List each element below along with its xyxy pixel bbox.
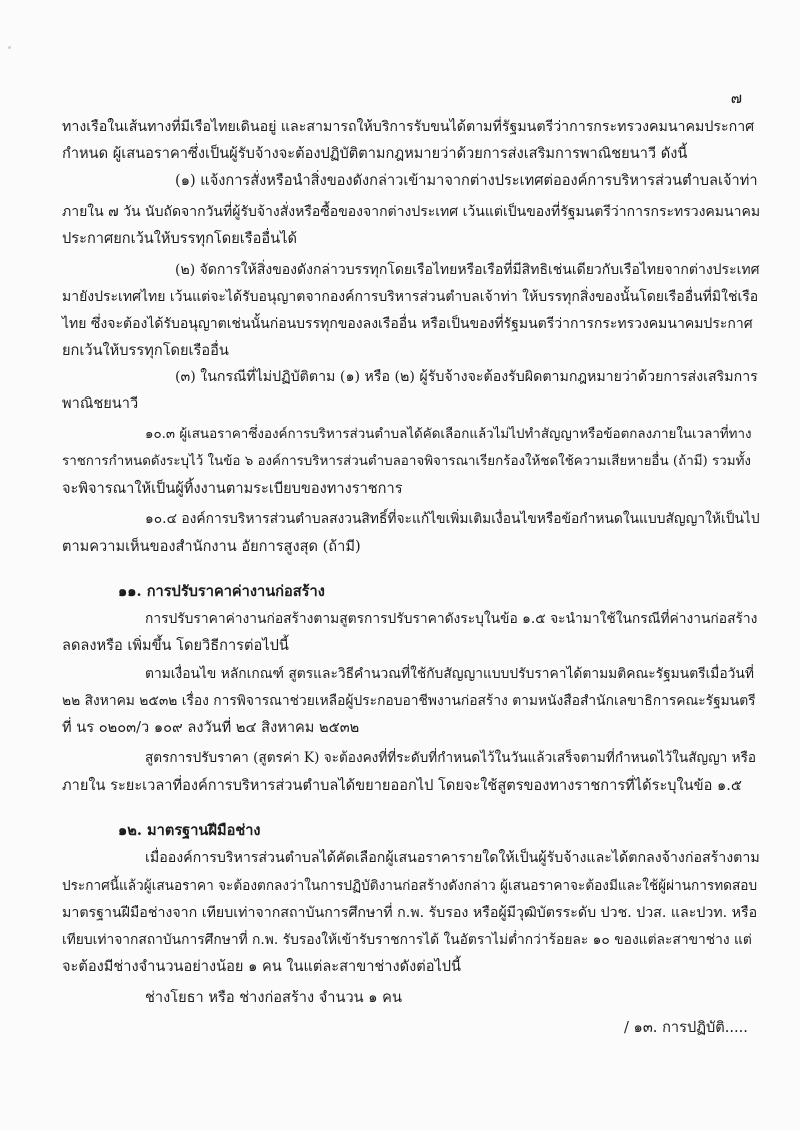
text-line: มาตรฐานฝีมือช่างจาก เทียบเท่าจากสถาบันการศึกษาที่ ก.พ. รับรอง หรือผู้มีวุฒิบัตรระดับ ปวช. ปวส. และปวท. หรือ xyxy=(62,905,758,921)
text-line: (๑) แจ้งการสั่งหรือนำสิ่งของดังกล่าวเข้ามาจากต่างประเทศต่อองค์การบริหารส่วนตำบลเจ้าท่า xyxy=(175,172,758,189)
text-line: ประกาศยกเว้นให้บรรทุกโดยเรืออื่นได้ xyxy=(62,230,297,247)
text-line: (๒) จัดการให้สิ่งของดังกล่าวบรรทุกโดยเรือไทยหรือเรือที่มีสิทธิเช่นเดียวกับเรือไทยจากต่างประเทศ xyxy=(175,262,760,278)
text-line: ตามความเห็นของสำนักงาน อัยการสูงสุด (ถ้ามี) xyxy=(62,538,361,555)
text-line: ทางเรือในเส้นทางที่มีเรือไทยเดินอยู่ และสามารถให้บริการรับขนได้ตามที่รัฐมนตรีว่าการกระทรวงคมนาคมประกาศ xyxy=(62,119,755,135)
text-line: จะพิจารณาให้เป็นผู้ทิ้งงานตามระเบียบของทางราชการ xyxy=(62,480,403,497)
text-line: ยกเว้นให้บรรทุกโดยเรืออื่น xyxy=(62,342,229,359)
text-line: กำหนด ผู้เสนอราคาซึ่งเป็นผู้รับจ้างจะต้องปฏิบัติตามกฎหมายว่าด้วยการส่งเสริมการพาณิชยนาวี ดังนี้ xyxy=(62,145,688,162)
scan-speck xyxy=(8,46,11,49)
footer-continuation: / ๑๓. การปฏิบัติ..... xyxy=(624,1019,748,1036)
text-line: ราชการกำหนดดังระบุไว้ ในข้อ ๖ องค์การบริหารส่วนตำบลอาจพิจารณาเรียกร้องให้ชดใช้ความเสียหายอื่น (ถ้ามี) รวมทั้ง xyxy=(62,454,751,469)
text-line: ภายใน ๗ วัน นับถัดจากวันที่ผู้รับจ้างสั่งหรือซื้อของจากต่างประเทศ เว้นแต่เป็นของที่รัฐมนตรีว่าการกระทรวงคมนาคม xyxy=(62,204,761,220)
text-line: สูตรการปรับราคา (สูตรค่า K) จะต้องคงที่ที่ระดับที่กำหนดไว้ในวันแล้วเสร็จตามที่กำหนดไว้ในสัญญา หรือ xyxy=(145,750,757,766)
text-line: (๓) ในกรณีที่ไม่ปฏิบัติตาม (๑) หรือ (๒) ผู้รับจ้างจะต้องรับผิดตามกฎหมายว่าด้วยการส่งเสริมการ xyxy=(175,369,758,385)
text-line: พาณิชยนาวี xyxy=(62,395,139,412)
text-line: ภายใน ระยะเวลาที่องค์การบริหารส่วนตำบลได้ขยายออกไป โดยจะใช้สูตรของทางราชการที่ได้ระบุในข้อ ๑.๕ xyxy=(62,777,742,794)
text-line: ๑๐.๓ ผู้เสนอราคาซึ่งองค์การบริหารส่วนตำบลได้คัดเลือกแล้วไม่ไปทำสัญญาหรือข้อตกลงภายในเวลาที่ทาง xyxy=(145,427,752,442)
section-heading: ๑๒. มาตรฐานฝีมือช่าง xyxy=(118,822,261,839)
text-line: ลดลงหรือ เพิ่มขึ้น โดยวิธีการต่อไปนี้ xyxy=(62,637,289,654)
text-line: ๒๒ สิงหาคม ๒๕๓๒ เรื่อง การพิจารณาช่วยเหลือผู้ประกอบอาชีพงานก่อสร้าง ตามหนังสือสำนักเลขาธิการคณะรัฐมนตรี xyxy=(62,693,756,709)
text-line: การปรับราคาค่างานก่อสร้างตามสูตรการปรับราคาดังระบุในข้อ ๑.๕ จะนำมาใช้ในกรณีที่ค่างานก่อสร้าง xyxy=(145,611,758,627)
text-line: เทียบเท่าจากสถาบันการศึกษาที่ ก.พ. รับรองให้เข้ารับราชการได้ ในอัตราไม่ต่ำกว่าร้อยละ ๑๐ ของแต่ละสาขาช่าง แต่ xyxy=(62,932,752,948)
text-line: มายังประเทศไทย เว้นแต่จะได้รับอนุญาตจากองค์การบริหารส่วนตำบลเจ้าท่า ให้บรรทุกสิ่งของนั้นโดยเรืออื่นที่มิใช่เรือ xyxy=(62,289,759,305)
text-line: ช่างโยธา หรือ ช่างก่อสร้าง จำนวน ๑ คน xyxy=(145,989,402,1006)
section-heading: ๑๑. การปรับราคาค่างานก่อสร้าง xyxy=(118,583,325,600)
text-line: ที่ นร ๐๒๐๓/ว ๑๐๙ ลงวันที่ ๒๔ สิงหาคม ๒๕๓๒ xyxy=(62,719,360,736)
text-line: ไทย ซึ่งจะต้องได้รับอนุญาตเช่นนั้นก่อนบรรทุกของลงเรืออื่น หรือเป็นของที่รัฐมนตรีว่าการกระทรวงคมนาคมประกาศ xyxy=(62,316,753,332)
text-line: เมื่อองค์การบริหารส่วนตำบลได้คัดเลือกผู้เสนอราคารายใดให้เป็นผู้รับจ้างและได้ตกลงจ้างก่อสร้างตาม xyxy=(145,850,760,866)
page-number: ๗ xyxy=(730,89,742,107)
text-line: จะต้องมีช่างจำนวนอย่างน้อย ๑ คน ในแต่ละสาขาช่างดังต่อไปนี้ xyxy=(62,958,462,975)
text-line: ตามเงื่อนไข หลักเกณฑ์ สูตรและวิธีคำนวณที่ใช้กับสัญญาแบบปรับราคาได้ตามมติคณะรัฐมนตรีเมื่อวันที่ xyxy=(145,666,754,682)
text-line: ประกาศนี้แล้วผู้เสนอราคา จะต้องตกลงว่าในการปฏิบัติงานก่อสร้างดังกล่าว ผู้เสนอราคาจะต้องมีและใช้ผู้ผ่านการทดสอบ xyxy=(62,878,758,894)
text-line: ๑๐.๔ องค์การบริหารส่วนตำบลสงวนสิทธิ์ที่จะแก้ไขเพิ่มเติมเงื่อนไขหรือข้อกำหนดในแบบสัญญาให้เป็นไป xyxy=(145,511,760,527)
